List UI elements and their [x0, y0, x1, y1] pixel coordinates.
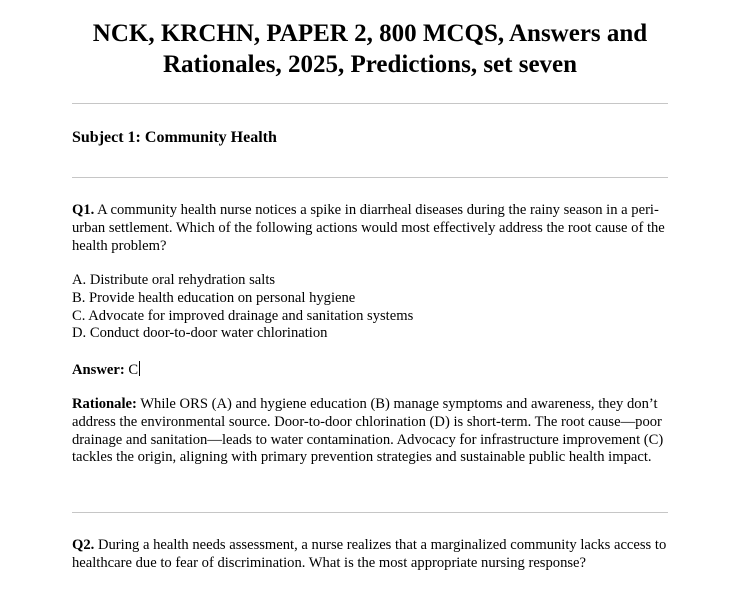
- question-2-text: During a health needs assessment, a nurse realizes that a marginalized community lacks access to healthcare due to fear of discrimination. What is the most appropriate nursing response?: [72, 537, 667, 571]
- subject-heading: Subject 1: Community Health: [72, 129, 277, 146]
- question-1-options: [72, 272, 668, 343]
- question-1-rationale: [72, 396, 668, 467]
- answer-label: Answer:: [72, 362, 125, 378]
- question-1-stem: [72, 202, 668, 255]
- divider: [72, 512, 668, 513]
- option-a: A. Distribute oral rehydration salts: [72, 272, 276, 288]
- option-c: C. Advocate for improved drainage and sanitation systems: [72, 307, 414, 324]
- divider: [72, 177, 668, 178]
- question-1-answer[interactable]: [72, 361, 668, 380]
- question-2-label: Q2.: [72, 537, 95, 553]
- rationale-label: Rationale:: [72, 396, 137, 412]
- divider: [72, 103, 668, 104]
- option-d: D. Conduct door-to-door water chlorination: [72, 325, 328, 342]
- question-1-label: Q1.: [72, 202, 95, 218]
- rationale-text: While ORS (A) and hygiene education (B) manage symptoms and awareness, they don’t address the environmental source. Door-to-door chlorination (D) is short-term. The root cause—poor drainage and sanitation—leads to water contamination. Advocacy for infrastructure improvement (C) tackles the origin, aligning with primary prevention strategies and sustainable public health impact.: [72, 396, 664, 466]
- option-b: B. Provide health education on personal hygiene: [72, 289, 356, 306]
- question-1-text: A community health nurse notices a spike in diarrheal diseases during the rainy season in a peri-urban settlement. Which of the following actions would most effectively address the root cause of the health problem?: [72, 202, 665, 254]
- document-title: NCK, KRCHN, PAPER 2, 800 MCQS, Answers and Rationales, 2025, Predictions, set seven: [92, 20, 648, 78]
- answer-value: C: [128, 362, 139, 378]
- question-2-stem: [72, 537, 668, 573]
- text-cursor: [139, 361, 140, 376]
